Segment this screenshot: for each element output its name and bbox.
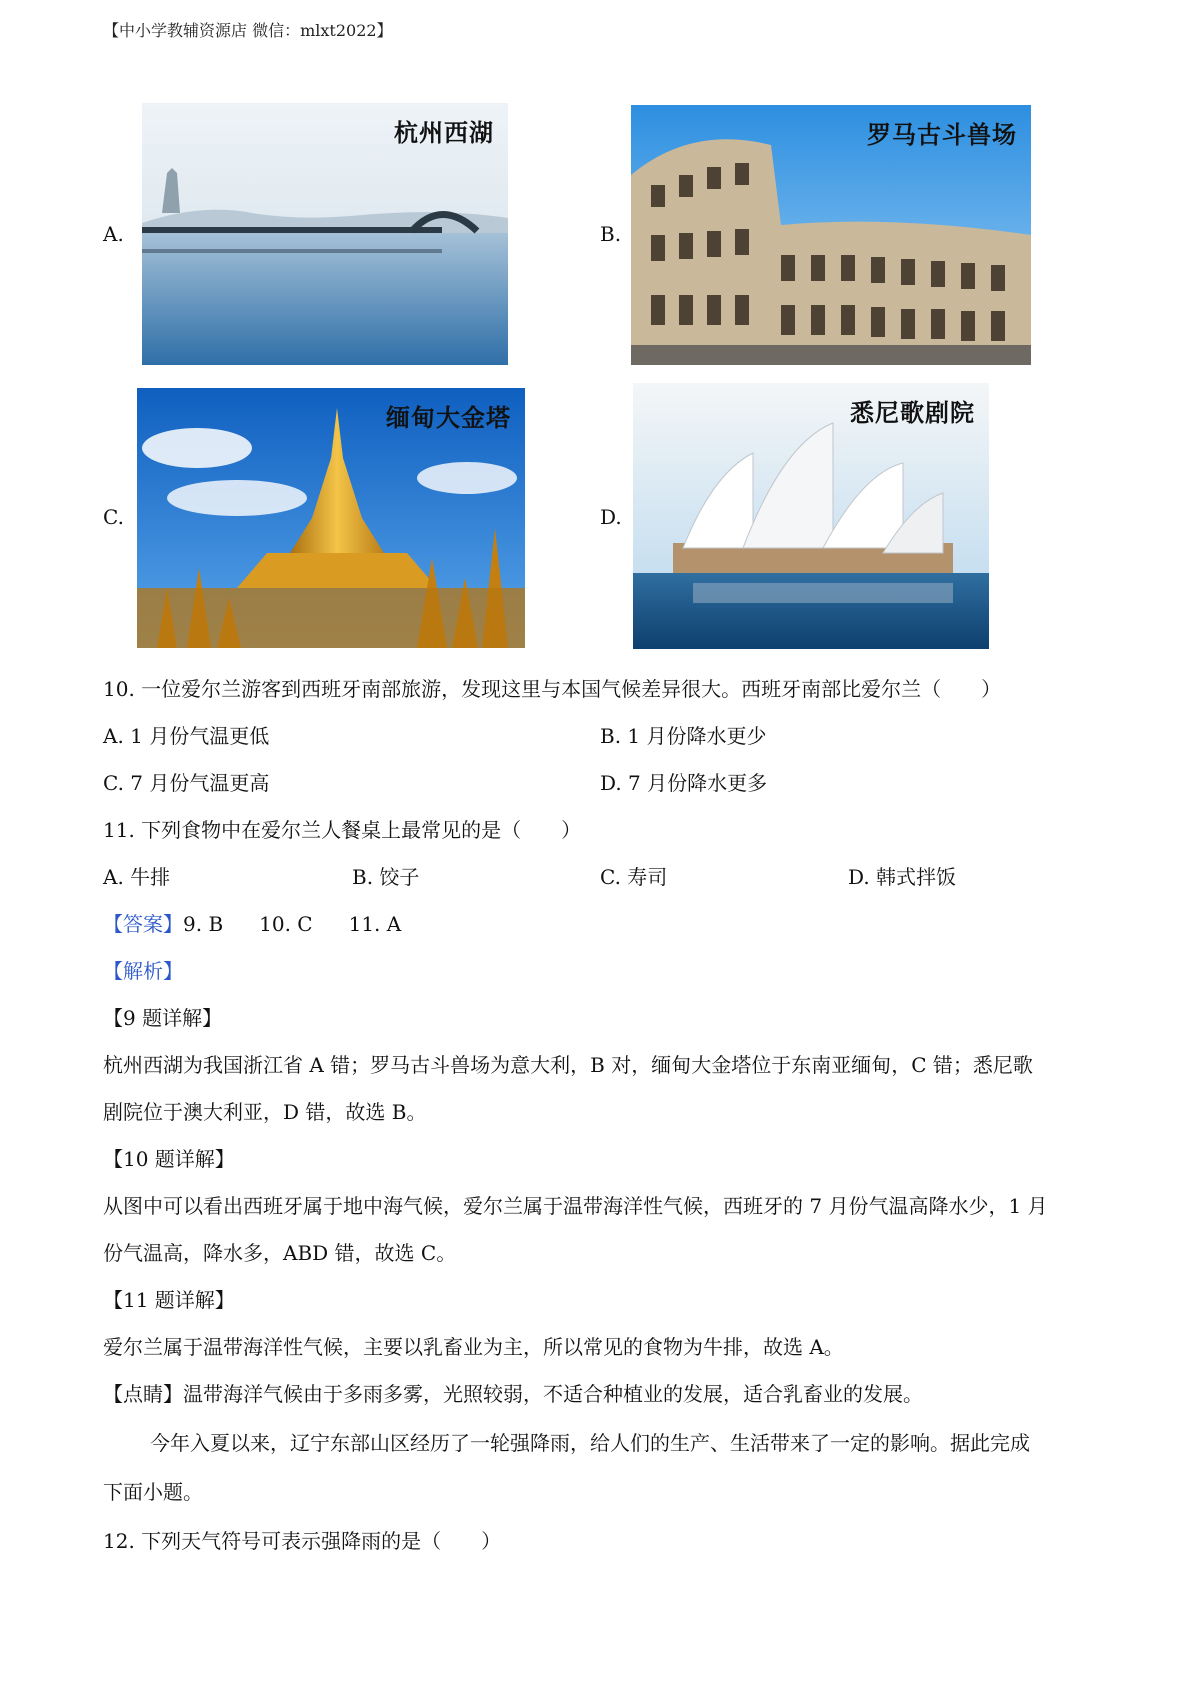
q11-option-b: B. 饺子 [352,865,420,889]
question-12-stem: 12. 下列天气符号可表示强降雨的是（ ） [103,1529,502,1553]
analysis-tag: 【解析】 [103,959,183,983]
note-tag: 【点睛】 [103,1382,183,1406]
q11-option-a: A. 牛排 [103,865,171,889]
q10-option-b: B. 1 月份降水更少 [600,724,767,748]
answer-10: 10. C [259,912,313,936]
detail-9-line1: 杭州西湖为我国浙江省 A 错；罗马古斗兽场为意大利，B 对，缅甸大金塔位于东南亚缅甸，C 错；悉尼歌 [103,1053,1033,1077]
detail-10-line2: 份气温高，降水多，ABD 错，故选 C。 [103,1241,457,1265]
q10-option-c: C. 7 月份气温更高 [103,771,270,795]
photo-caption-west-lake: 杭州西湖 [394,119,494,147]
note-text: 温带海洋气候由于多雨多雾，光照较弱，不适合种植业的发展，适合乳畜业的发展。 [183,1382,923,1406]
detail-9-title: 【9 题详解】 [103,1006,223,1030]
q10-option-a: A. 1 月份气温更低 [103,724,270,748]
photo-caption-colosseum: 罗马古斗兽场 [867,121,1017,149]
answer-9: 9. B [183,912,224,936]
note-line [103,1380,923,1408]
answer-tag: 【答案】 [103,912,183,936]
q11-option-c: C. 寿司 [600,865,668,889]
q11-option-d: D. 韩式拌饭 [848,865,957,889]
option-b-label: B. [600,222,622,246]
header-watermark: 【中小学教辅资源店 微信：mlxt2022】 [103,21,393,40]
detail-11-title: 【11 题详解】 [103,1288,235,1312]
answer-line [103,910,401,938]
answer-11: 11. A [348,912,402,936]
photo-caption-golden-pagoda: 缅甸大金塔 [386,404,511,432]
q10-option-d: D. 7 月份降水更多 [600,771,768,795]
option-d-label: D. [600,505,622,529]
question-10-stem: 10. 一位爱尔兰游客到西班牙南部旅游，发现这里与本国气候差异很大。西班牙南部比爱尔兰（ ） [103,677,1002,701]
west-lake-photo [142,103,508,365]
golden-pagoda-photo [137,388,525,648]
detail-10-line1: 从图中可以看出西班牙属于地中海气候，爱尔兰属于温带海洋性气候，西班牙的 7 月份气温高降水少，1 月 [103,1194,1048,1218]
photo-caption-opera-house: 悉尼歌剧院 [850,399,975,427]
detail-11-line1: 爱尔兰属于温带海洋性气候，主要以乳畜业为主，所以常见的食物为牛排，故选 A。 [103,1335,844,1359]
question-11-stem: 11. 下列食物中在爱尔兰人餐桌上最常见的是（ ） [103,818,582,842]
detail-9-line2: 剧院位于澳大利亚，D 错，故选 B。 [103,1100,427,1124]
detail-10-title: 【10 题详解】 [103,1147,235,1171]
passage-line2: 下面小题。 [103,1480,203,1504]
colosseum-photo [631,105,1031,365]
option-a-label: A. [103,222,124,246]
option-c-label: C. [103,505,124,529]
opera-house-photo [633,383,989,649]
passage-line1: 今年入夏以来，辽宁东部山区经历了一轮强降雨，给人们的生产、生活带来了一定的影响。据此完成 [150,1431,1030,1455]
